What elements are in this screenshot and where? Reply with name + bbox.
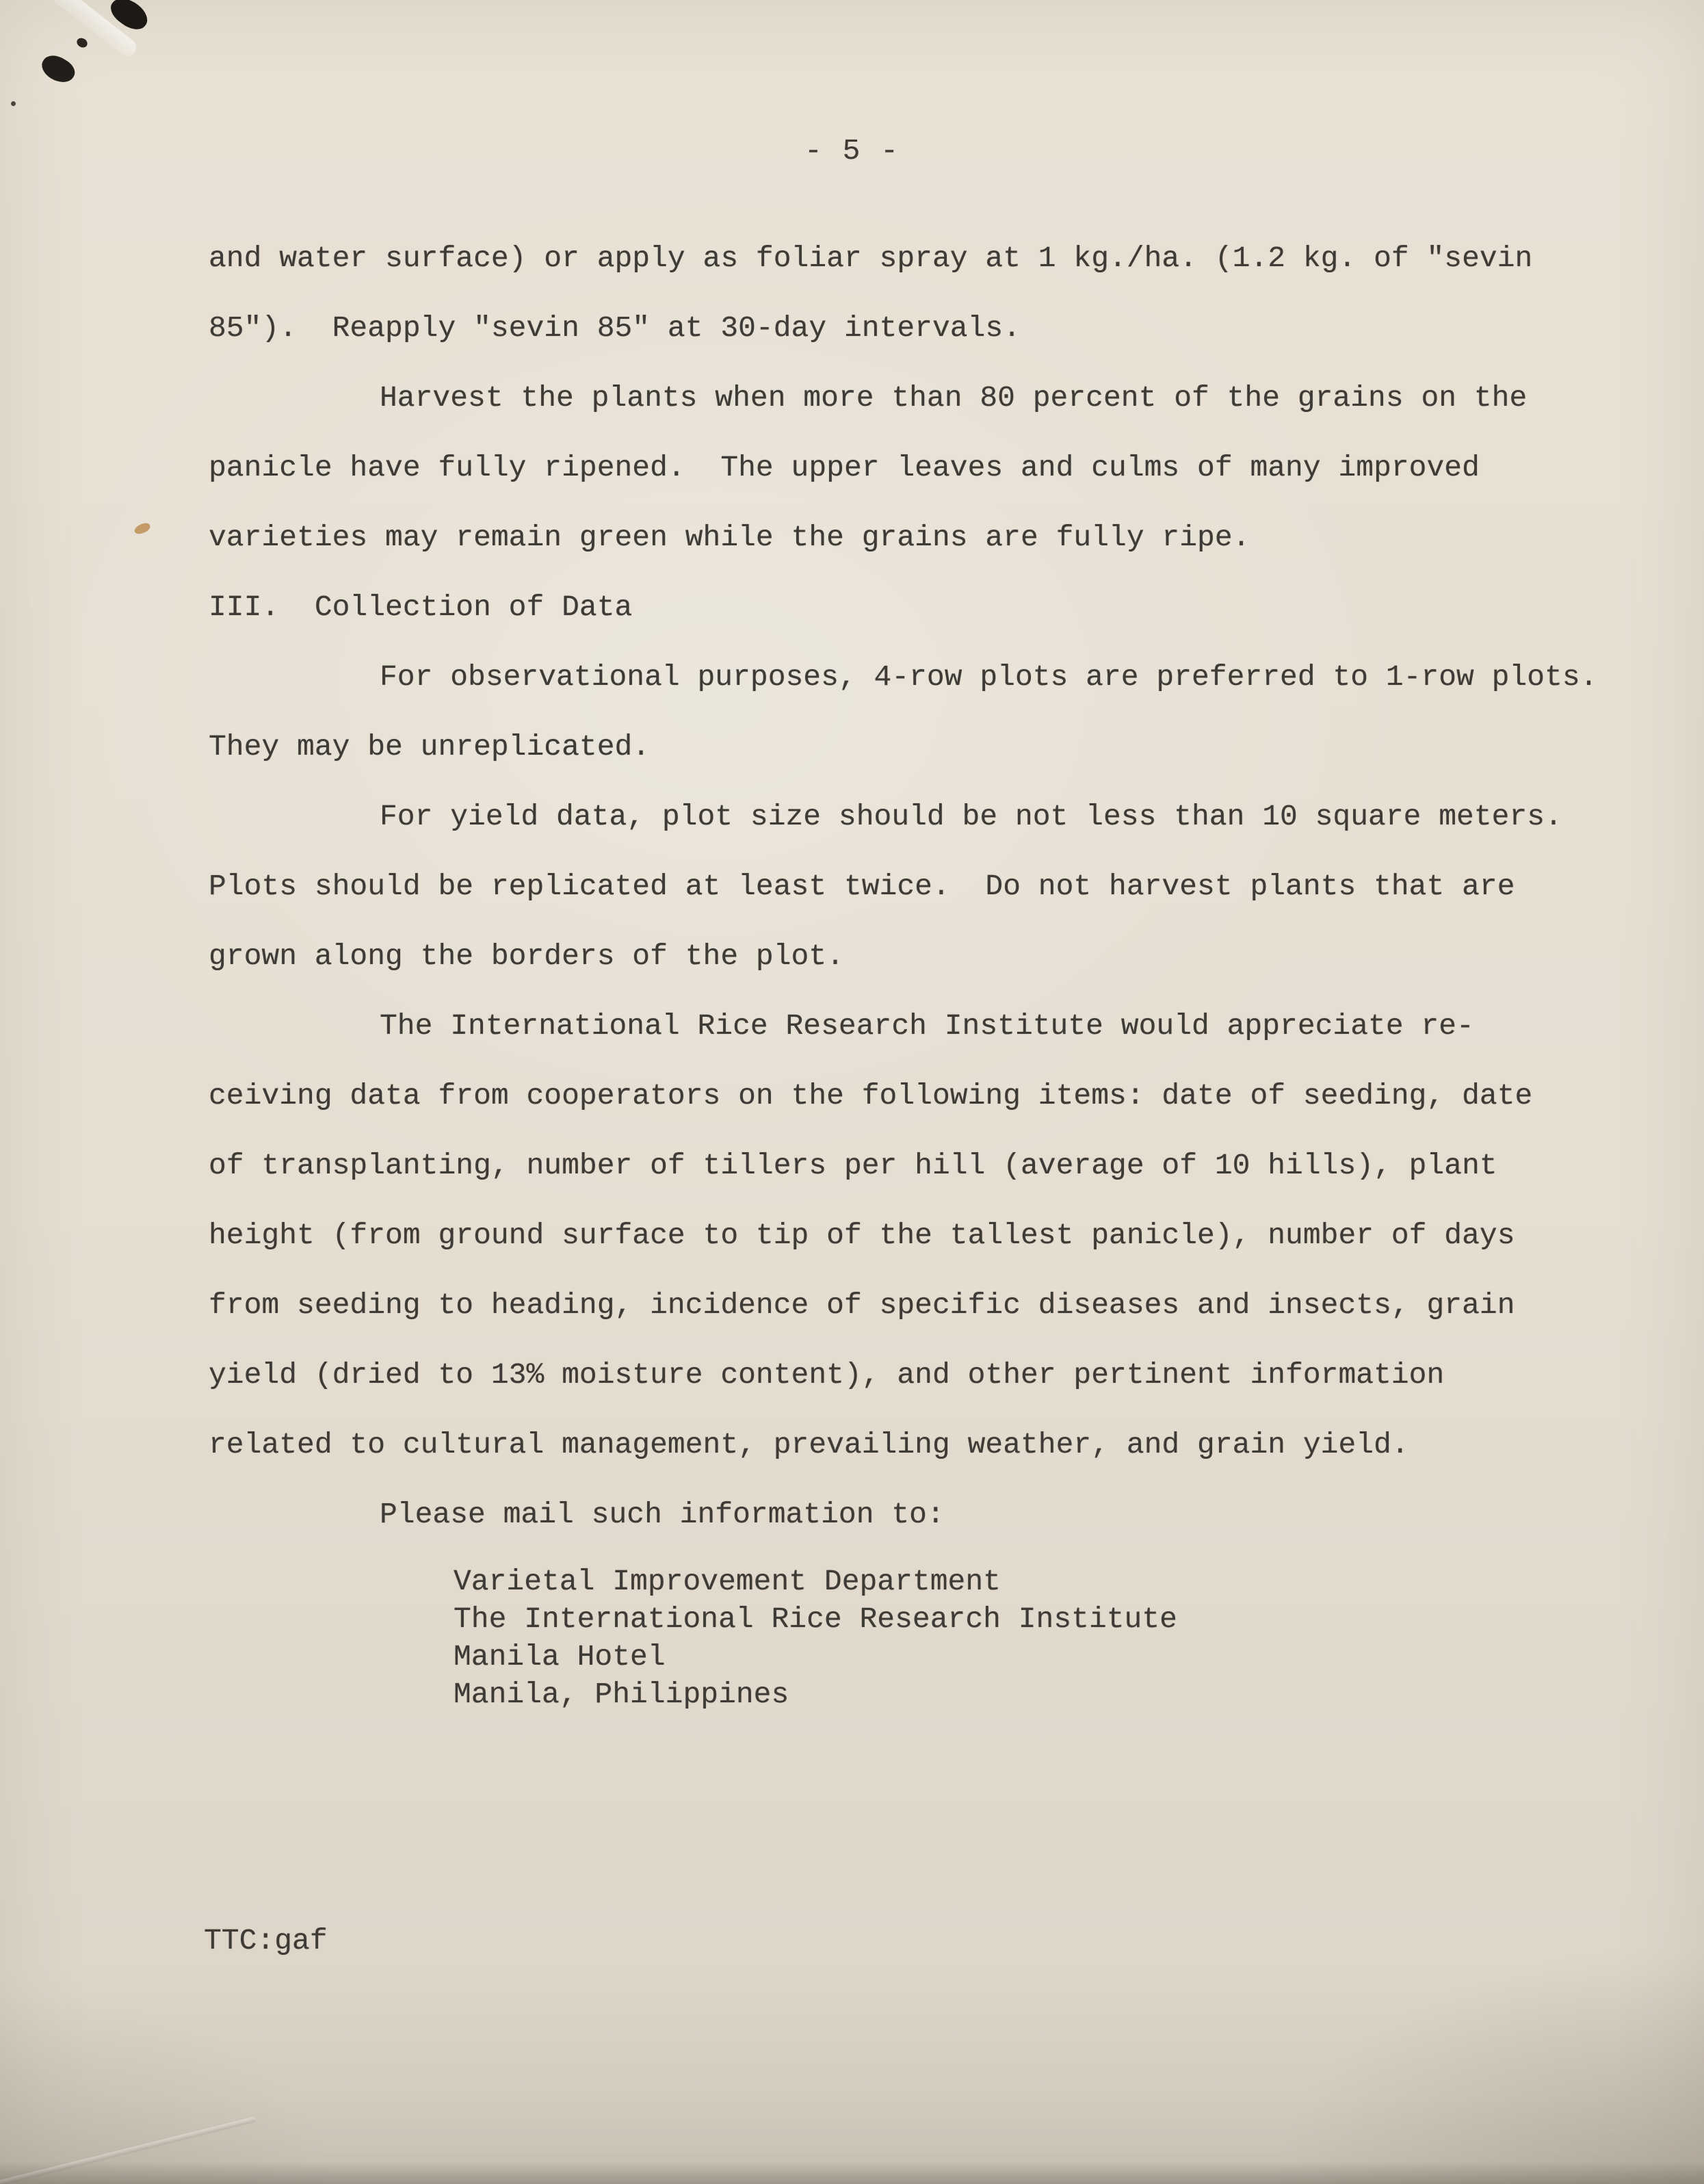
text-line: yield (dried to 13% moisture content), and other pertinent information bbox=[209, 1358, 1445, 1392]
ink-dot-mark bbox=[11, 101, 16, 106]
text-line: Varietal Improvement Department bbox=[454, 1565, 1001, 1598]
text-line: The International Rice Research Institute bbox=[454, 1602, 1177, 1636]
text-line: III. Collection of Data bbox=[209, 590, 633, 624]
text-line: panicle have fully ripened. The upper leaves and culms of many improved bbox=[209, 451, 1480, 484]
text-line: and water surface) or apply as foliar spray at 1 kg./ha. (1.2 kg. of "sevin bbox=[209, 242, 1533, 275]
staple-dot-mark bbox=[75, 36, 89, 49]
text-line: Please mail such information to: bbox=[380, 1498, 945, 1531]
page-number: - 5 - bbox=[804, 134, 900, 168]
staple-mark-icon bbox=[38, 50, 79, 88]
text-line: For yield data, plot size should be not less than 10 square meters. bbox=[380, 800, 1562, 833]
text-line: from seeding to heading, incidence of specific diseases and insects, grain bbox=[209, 1288, 1515, 1322]
text-line: Manila Hotel bbox=[454, 1640, 666, 1674]
text-line: Plots should be replicated at least twice. Do not harvest plants that are bbox=[209, 870, 1515, 903]
paper-bottom-edge bbox=[0, 2161, 1704, 2184]
text-line: grown along the borders of the plot. bbox=[209, 939, 844, 973]
text-line: For observational purposes, 4-row plots are preferred to 1-row plots. bbox=[380, 660, 1598, 694]
document-body bbox=[209, 241, 1652, 1567]
mailing-address-block bbox=[454, 1564, 1652, 1715]
document-text-column bbox=[209, 241, 1652, 1715]
text-line: ceiving data from cooperators on the following items: date of seeding, date bbox=[209, 1079, 1533, 1113]
text-line: related to cultural management, prevailing weather, and grain yield. bbox=[209, 1428, 1409, 1461]
text-line: They may be unreplicated. bbox=[209, 730, 651, 764]
text-line: The International Rice Research Institute would appreciate re- bbox=[380, 1009, 1474, 1043]
text-line: Harvest the plants when more than 80 percent of the grains on the bbox=[380, 381, 1528, 415]
typist-initials: TTC:gaf bbox=[204, 1924, 328, 1958]
text-line: varieties may remain green while the grains are fully ripe. bbox=[209, 521, 1250, 554]
text-line: height (from ground surface to tip of the tallest panicle), number of days bbox=[209, 1219, 1515, 1252]
text-line: of transplanting, number of tillers per hill (average of 10 hills), plant bbox=[209, 1149, 1497, 1182]
text-line: Manila, Philippines bbox=[454, 1678, 789, 1711]
paper-speck bbox=[133, 521, 152, 535]
text-line: 85"). Reapply "sevin 85" at 30-day intervals. bbox=[209, 311, 1021, 345]
